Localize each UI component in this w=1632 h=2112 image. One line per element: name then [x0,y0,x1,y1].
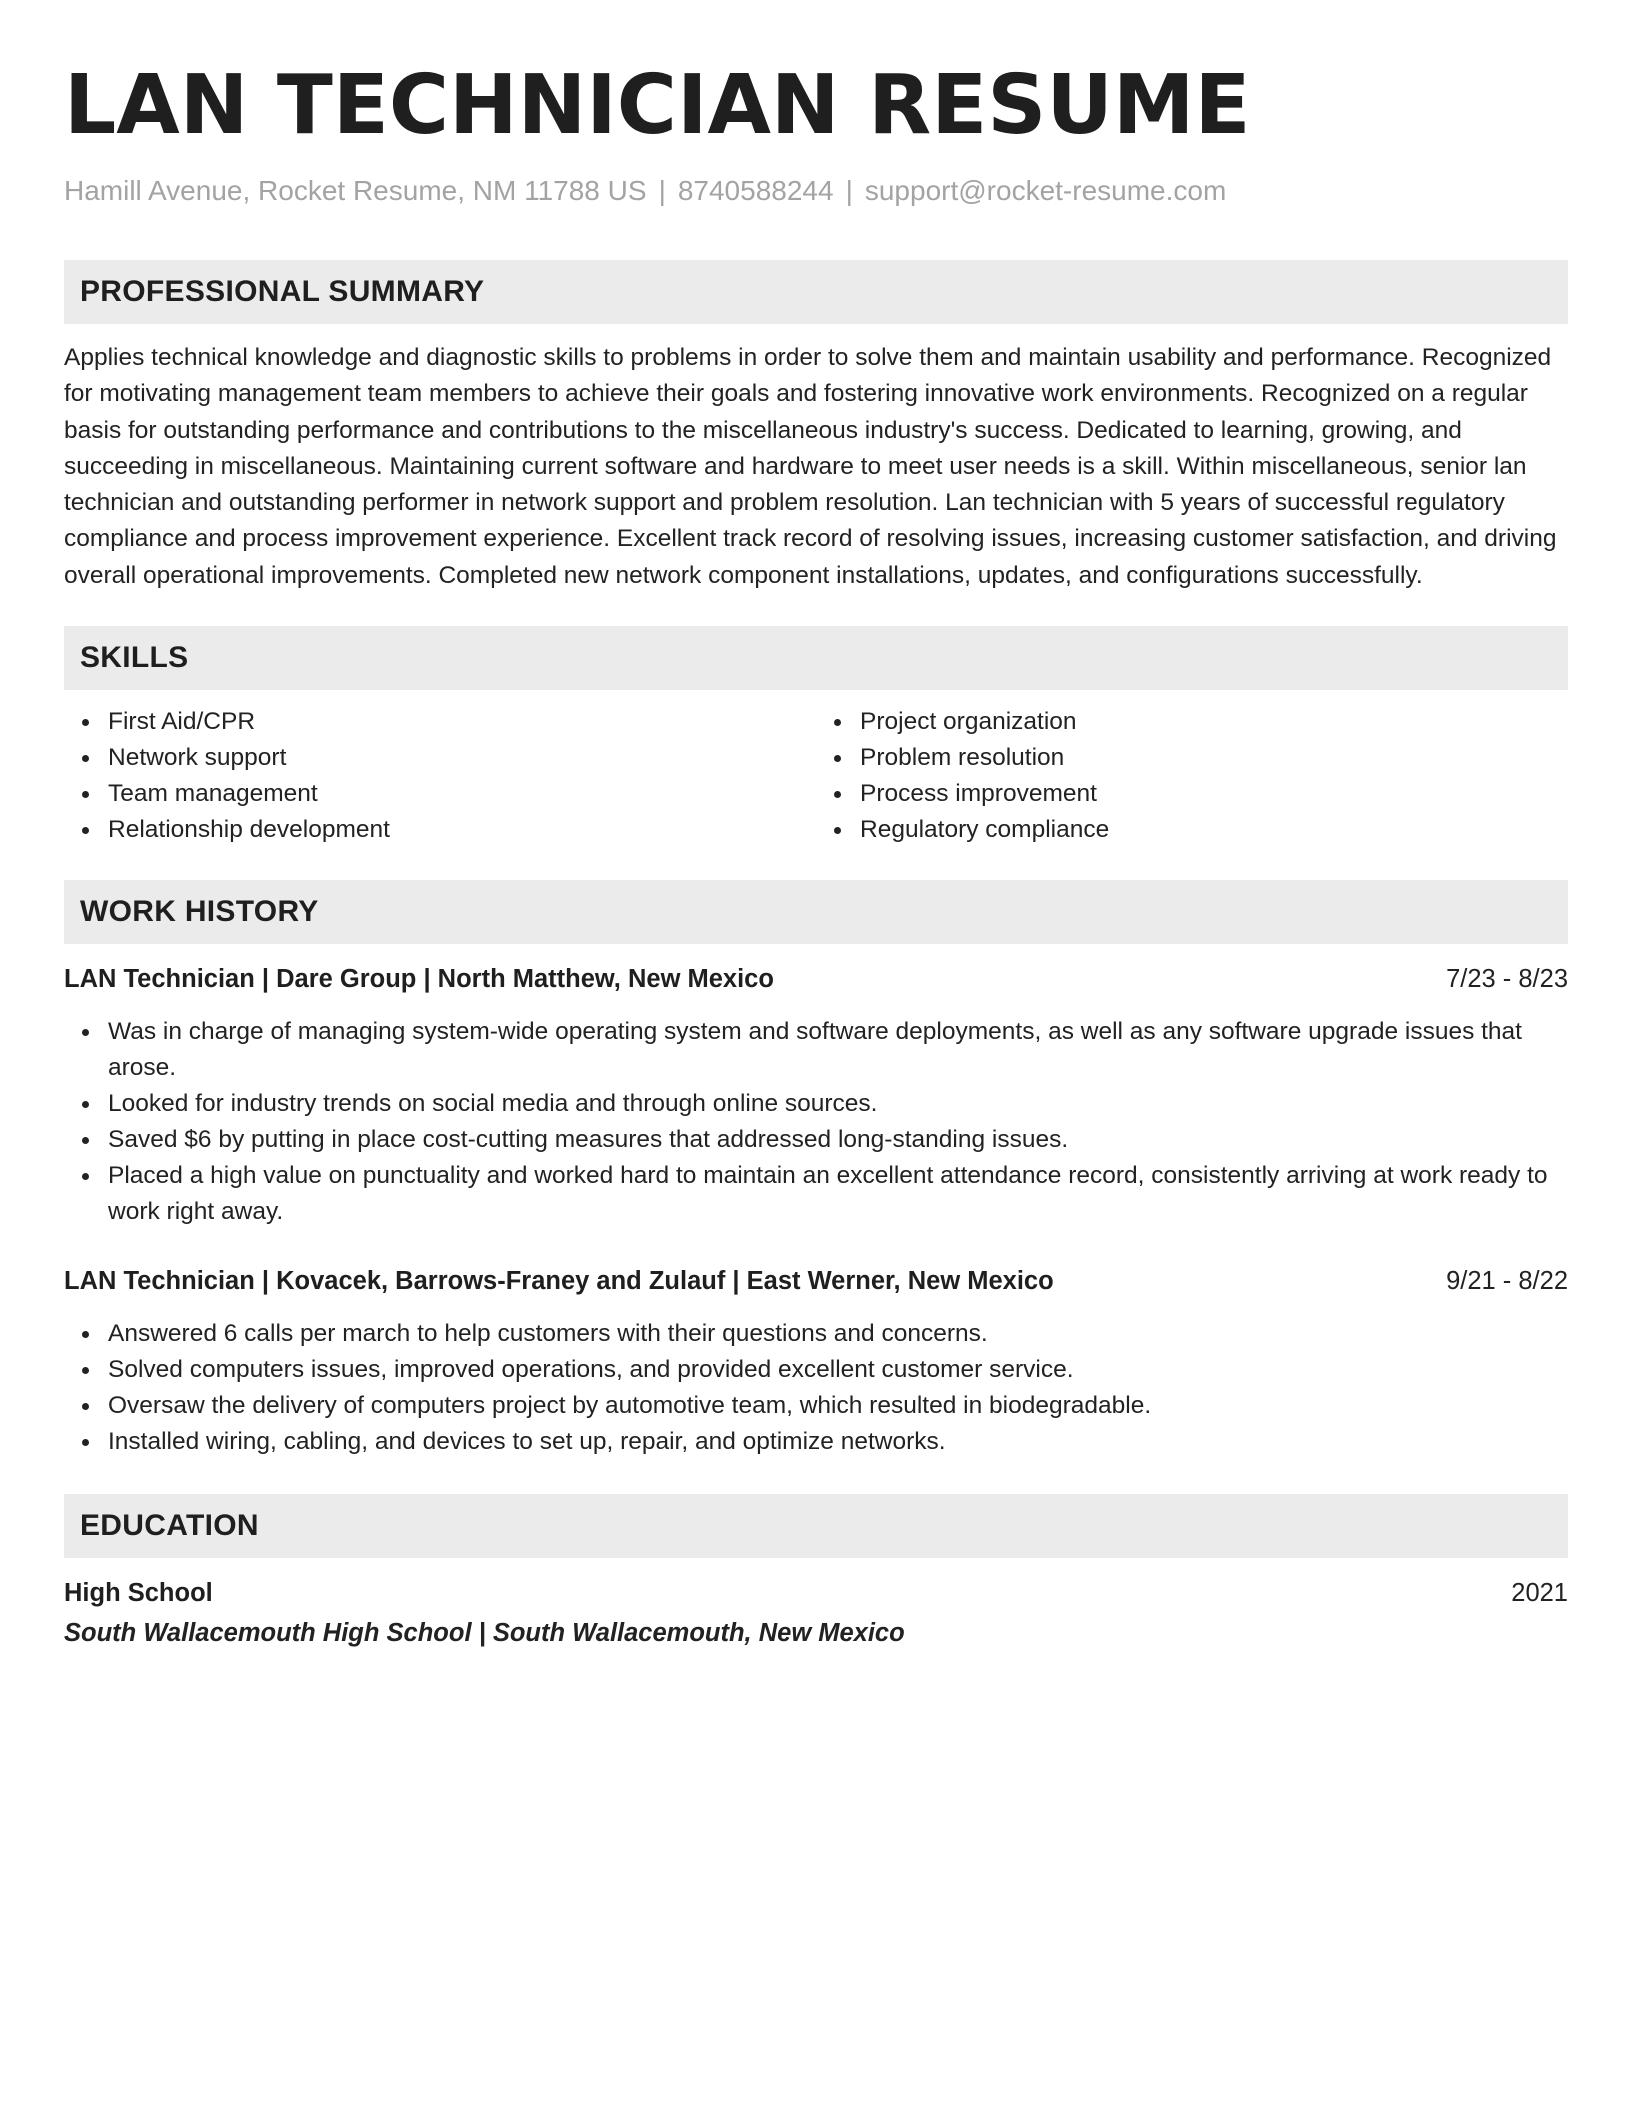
job-dates: 9/21 - 8/22 [1446,1267,1568,1296]
contact-separator: | [658,175,666,206]
contact-separator: | [845,175,853,206]
skill-item: Process improvement [816,776,1568,812]
job-bullet: Answered 6 calls per march to help customers with their questions and concerns. [64,1316,1568,1352]
contact-phone: 8740588244 [677,175,834,206]
skills-column-left [64,704,816,848]
job-bullet: Looked for industry trends on social media and through online sources. [64,1086,1568,1122]
skill-item: Regulatory compliance [816,812,1568,848]
education-degree: High School [64,1579,213,1608]
section-heading-education: EDUCATION [64,1494,1568,1558]
job-bullet: Saved $6 by putting in place cost-cutting measures that addressed long-standing issues. [64,1122,1568,1158]
contact-email: support@rocket-resume.com [864,175,1227,206]
skills-column-right [816,704,1568,848]
section-heading-summary: PROFESSIONAL SUMMARY [64,260,1568,324]
summary-text: Applies technical knowledge and diagnostic skills to problems in order to solve them and maintain usability and performance. Recognized for motivating management team members to achieve their goals and fostering innovative work environments. Recognized on a regular basis for outstanding performance and contributions to the miscellaneous industry's success. Dedicated to learning, growing, and succeeding in miscellaneous. Maintaining current software and hardware to meet user needs is a skill. Within miscellaneous, senior lan technician and outstanding performer in network support and problem resolution. Lan technician with 5 years of successful regulatory compliance and process improvement experience. Excellent track record of resolving issues, increasing customer satisfaction, and driving overall operational improvements. Completed new network component installations, updates, and configurations successfully. [64,344,1557,589]
contact-line [64,174,1568,208]
job-bullet: Placed a high value on punctuality and worked hard to maintain an excellent attendance record, consistently arriving at work ready to work right away. [64,1158,1568,1230]
job-title: LAN Technician | Dare Group | North Matthew, New Mexico [64,965,774,994]
education-year: 2021 [1511,1579,1568,1608]
section-heading-skills: SKILLS [64,626,1568,690]
job-bullet-list [64,1014,1568,1230]
skill-item: Project organization [816,704,1568,740]
skill-item: First Aid/CPR [64,704,816,740]
skills-list [64,704,1568,848]
resume-title: LAN TECHNICIAN RESUME [64,58,1251,153]
job-title: LAN Technician | Kovacek, Barrows-Franey and Zulauf | East Werner, New Mexico [64,1267,1054,1296]
job-bullet: Installed wiring, cabling, and devices to set up, repair, and optimize networks. [64,1424,1568,1460]
job-dates: 7/23 - 8/23 [1446,965,1568,994]
skill-item: Relationship development [64,812,816,848]
section-heading-work-history: WORK HISTORY [64,880,1568,944]
education-school: South Wallacemouth High School | South Wallacemouth, New Mexico [64,1619,905,1648]
job-header [64,962,1568,996]
skill-item: Network support [64,740,816,776]
job-bullet: Oversaw the delivery of computers project by automotive team, which resulted in biodegradable. [64,1388,1568,1424]
contact-address: Hamill Avenue, Rocket Resume, NM 11788 US [64,175,647,206]
job-entry [64,962,1568,1230]
job-entry [64,1264,1568,1460]
job-bullet: Was in charge of managing system-wide operating system and software deployments, as well as any software upgrade issues that arose. [64,1014,1568,1086]
skill-item: Problem resolution [816,740,1568,776]
job-bullet-list [64,1316,1568,1460]
job-bullet: Solved computers issues, improved operations, and provided excellent customer service. [64,1352,1568,1388]
job-header [64,1264,1568,1298]
education-entry [64,1576,1568,1650]
education-header [64,1576,1568,1610]
skill-item: Team management [64,776,816,812]
